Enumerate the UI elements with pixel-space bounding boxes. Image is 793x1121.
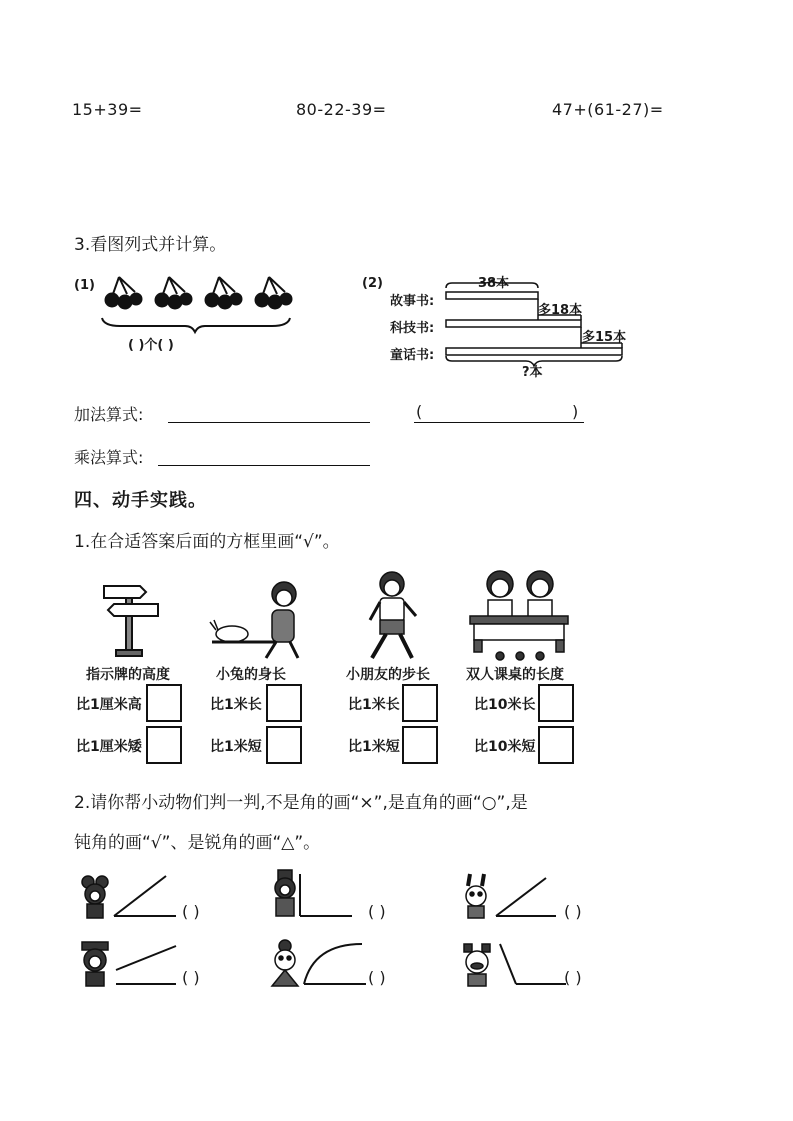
option-step-2: 比1米短 bbox=[348, 739, 400, 755]
multiplication-answer-line[interactable] bbox=[158, 465, 370, 466]
checkbox-rabbit-1[interactable] bbox=[266, 684, 302, 722]
checkbox-step-2[interactable] bbox=[402, 726, 438, 764]
calc-2: 80-22-39= bbox=[296, 100, 387, 119]
row-label-fairy-books: 童话书: bbox=[390, 348, 435, 363]
angle-5-figure bbox=[270, 938, 370, 990]
addition-answer-line[interactable] bbox=[168, 422, 370, 423]
calc-3: 47+(61-27)= bbox=[552, 100, 664, 119]
walking-child-illustration bbox=[360, 570, 430, 665]
option-signpost-1: 比1厘米高 bbox=[76, 697, 142, 713]
row-label-story-books: 故事书: bbox=[390, 294, 435, 309]
option-step-1: 比1米长 bbox=[348, 697, 400, 713]
answer-paren-4[interactable]: ( ) bbox=[182, 968, 200, 987]
q3-title: 3.看图列式并计算。 bbox=[74, 235, 227, 255]
multiplication-label: 乘法算式: bbox=[74, 448, 144, 467]
angle-2-figure bbox=[270, 868, 370, 924]
row-label-science-books: 科技书: bbox=[390, 321, 435, 336]
caption-rabbit: 小兔的身长 bbox=[216, 667, 286, 683]
angle-6-figure bbox=[460, 940, 570, 990]
s4-q2-line1: 2.请你帮小动物们判一判,不是角的画“×”,是直角的画“○”,是 bbox=[74, 793, 528, 813]
angle-4-figure bbox=[78, 940, 188, 990]
fairy-total-label: ?本 bbox=[522, 365, 543, 380]
answer-paren-6[interactable]: ( ) bbox=[564, 968, 582, 987]
angle-1-figure bbox=[78, 872, 188, 922]
answer-paren-5[interactable]: ( ) bbox=[368, 968, 386, 987]
science-more-label: 多18本 bbox=[538, 303, 583, 318]
checkbox-step-1[interactable] bbox=[402, 684, 438, 722]
unit-answer-line[interactable] bbox=[414, 422, 584, 423]
answer-paren-3[interactable]: ( ) bbox=[564, 902, 582, 921]
q3-part2-number: (2) bbox=[362, 276, 383, 291]
caption-signpost: 指示牌的高度 bbox=[86, 667, 170, 683]
angle-3-figure bbox=[460, 872, 570, 922]
option-rabbit-1: 比1米长 bbox=[210, 697, 262, 713]
unit-paren-close: ) bbox=[572, 402, 579, 421]
q3-part1-number: (1) bbox=[74, 278, 95, 293]
answer-paren-1[interactable]: ( ) bbox=[182, 902, 200, 921]
s4-q2-line2: 钝角的画“√”、是锐角的画“△”。 bbox=[74, 833, 321, 853]
double-desk-illustration bbox=[468, 568, 572, 663]
checkbox-desk-1[interactable] bbox=[538, 684, 574, 722]
calc-1: 15+39= bbox=[72, 100, 143, 119]
addition-label: 加法算式: bbox=[74, 405, 144, 424]
signpost-illustration bbox=[100, 578, 170, 658]
fairy-more-label: 多15本 bbox=[582, 330, 627, 345]
checkbox-desk-2[interactable] bbox=[538, 726, 574, 764]
option-desk-1: 比10米长 bbox=[474, 697, 536, 713]
caption-desk: 双人课桌的长度 bbox=[466, 667, 564, 683]
bar-diagram bbox=[440, 280, 640, 370]
section4-title: 四、动手实践。 bbox=[74, 490, 207, 511]
caption-child-step: 小朋友的步长 bbox=[346, 667, 430, 683]
option-signpost-2: 比1厘米矮 bbox=[76, 739, 142, 755]
rabbit-child-illustration bbox=[206, 578, 306, 663]
option-rabbit-2: 比1米短 bbox=[210, 739, 262, 755]
checkbox-signpost-2[interactable] bbox=[146, 726, 182, 764]
checkbox-rabbit-2[interactable] bbox=[266, 726, 302, 764]
q3-part1-blank: ( )个( ) bbox=[128, 338, 174, 353]
story-books-count: 38本 bbox=[478, 276, 510, 291]
checkbox-signpost-1[interactable] bbox=[146, 684, 182, 722]
answer-paren-2[interactable]: ( ) bbox=[368, 902, 386, 921]
unit-paren-open: ( bbox=[416, 402, 423, 421]
s4-q1-title: 1.在合适答案后面的方框里画“√”。 bbox=[74, 532, 340, 552]
option-desk-2: 比10米短 bbox=[474, 739, 536, 755]
